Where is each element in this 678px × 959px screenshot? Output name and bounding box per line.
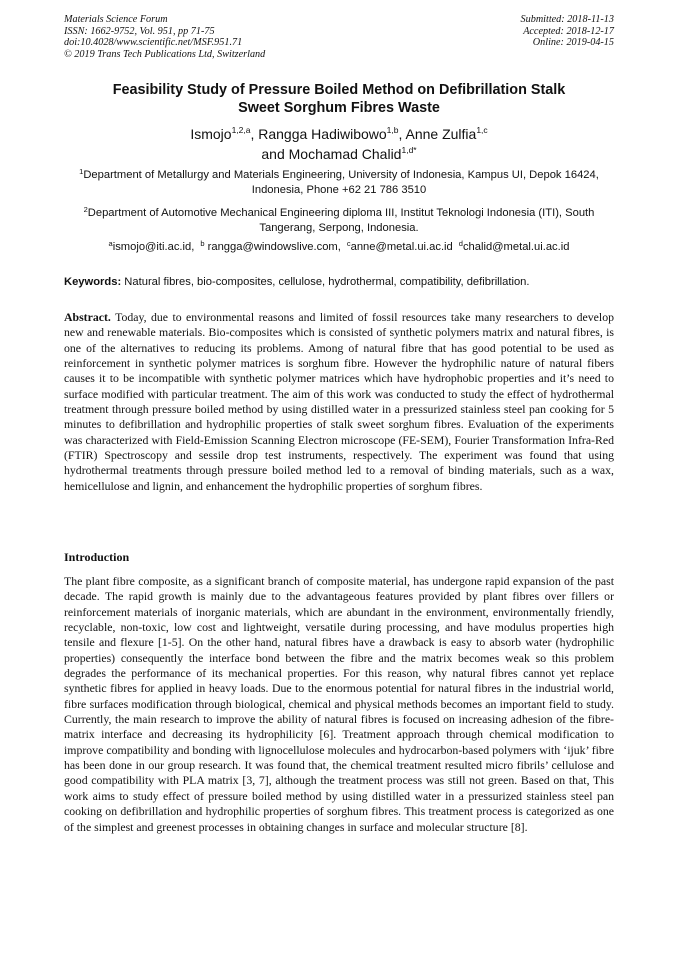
email-link[interactable]: chalid@metal.ui.ac.id — [462, 241, 570, 253]
author-line-2 — [64, 144, 614, 164]
author-line-1 — [64, 124, 614, 144]
email-mark: c — [346, 239, 351, 248]
affiliation-1 — [64, 168, 614, 198]
paper-title-line-2: Sweet Sorghum Fibres Waste — [238, 100, 440, 116]
author-emails — [64, 240, 614, 255]
abstract-label: Abstract. — [64, 310, 111, 324]
abstract-text: Today, due to environmental reasons and limited of fossil resources take many researchers to develop new and renewable materials. Bio-composites which is consisted of synthetic polymers matrix and natural fibres, is one of the alternatives to reducing its problems. Among of natural fibre that has good potential to be used as reinforcement in synthetic polymer matrices is sorghum fibre. However the hydrophilic nature of natural fibers causes it to be incompatible with synthetic polymer matrices which have hydrophobic properties and it’s need to surface modified with particular treatment. The aim of this work was conducted to study the effect of hydrothermal treatment through pressure boiled method by using distilled water in a pressurized stainless steel pan cooking for 5 minutes to defibrillation and hydrophilic properties of stalk sweet sorghum fibres. Evaluation of the experiments was characterized with Field-Emission Scanning Electron microscope (FE-SEM), Fourier Transformation Infra-Red (FTIR) Spectroscopy and sessile drop test instruments, respectively. The experiment was found that using hydrothermal treatments through pressure boiled method led to a removal of binding materials, such as a wax, hemicellulose and lignin, and enhancement the hydrophilic properties of sorghum fibres. — [64, 310, 614, 493]
paper-title — [64, 81, 614, 117]
author-affiliation-mark: 1,c — [476, 125, 488, 135]
paper-title-line-1: Feasibility Study of Pressure Boiled Method on Defibrillation Stalk — [112, 82, 566, 98]
publication-dates — [521, 14, 614, 49]
journal-doi: doi:10.4028/www.scientific.net/MSF.951.71 — [64, 37, 243, 49]
affiliation-number: 1 — [79, 167, 84, 176]
affiliation-text: Department of Automotive Mechanical Engineering diploma III, Institut Teknologi Indonesia (ITI), South Tangerang, Serpong, Indonesia. — [87, 207, 595, 234]
journal-issn: ISSN: 1662-9752, Vol. 951, pp 71-75 — [64, 25, 215, 37]
affiliation-text: Department of Metallurgy and Materials Engineering, University of Indonesia, Kampus UI, Depok 16424, Indonesia, Phone +62 21 786 3510 — [83, 169, 599, 196]
abstract — [64, 310, 614, 494]
section-heading-introduction: Introduction — [64, 550, 130, 564]
author-affiliation-mark: 1,2,a — [231, 125, 251, 135]
email-mark: d — [458, 239, 463, 248]
keywords-text: Natural fibres, bio-composites, cellulose, hydrothermal, compatibility, defibrillation. — [121, 276, 530, 288]
online-date: Online: 2019-04-15 — [532, 37, 614, 49]
author-name: , Rangga Hadiwibowo — [250, 126, 387, 142]
keywords — [64, 275, 614, 290]
email-link[interactable]: anne@metal.ui.ac.id — [350, 241, 453, 253]
journal-copyright: © 2019 Trans Tech Publications Ltd, Switzerland — [64, 48, 266, 60]
author-affiliation-mark: 1,d* — [401, 145, 417, 155]
author-name: , Anne Zulfia — [398, 126, 477, 142]
email-link[interactable]: ismojo@iti.ac.id, — [112, 241, 195, 253]
author-name: and Mochamad Chalid — [261, 146, 402, 162]
email-mark: b — [200, 239, 205, 248]
affiliation-2 — [64, 206, 614, 236]
email-mark: a — [108, 239, 113, 248]
keywords-label: Keywords: — [64, 276, 122, 288]
journal-name: Materials Science Forum — [64, 14, 168, 25]
journal-info — [64, 14, 265, 60]
email-link[interactable]: rangga@windowslive.com, — [204, 241, 341, 253]
introduction-paragraph: The plant fibre composite, as a significant branch of composite material, has undergone rapid expansion of the past decade. The rapid growth is mainly due to the advantageous features provided by plant fibres over fillers or reinforcement materials of inorganic materials, which are abundant in the environment, environmentally friendly, recyclable, non-toxic, low cost and lightweight, versatile during processing, and have modulus properties high tensile and flexure [1-5]. On the other hand, natural fibres have a drawback is easy to absorb water (hydrophilic properties) consequently the interface bond between the fibre and the matrix becomes weak so this problem degrades the performance of its mechanical properties. For this reason, why natural fibres cannot yet replace synthetic fibres for applied in heavy loads. Due to the enormous potential for natural fibres in the industrial world, fibre surfaces modification through biological, chemical and physical methods becomes an important field to study. Currently, the main research to improve the ability of natural fibres is focused on increasing adhesion of the fibre-matrix interface and decreasing its hydrophilicity [6]. Treatment approach through chemical modification to improve compatibility and bonding with lignocellulose molecules and hydrocarbon-based polymers with ‘ijuk’ fibre has been done in our group research. It was found that, the chemical treatment resulted micro fibrils’ cellulose and good compatibility with PLA matrix [3, 7], although the treatment process was still not green. Based on that, This work aims to study effect of pressure boiled method by using distilled water in a pressurized stainless steel pan cooking on defibrillation and hydrophilic properties of sorghum fibres. This treatment process is categorized as one of the simplest and greenest processes in obtaining changes in surface and molecular structure [8]. — [64, 574, 614, 834]
accepted-date: Accepted: 2018-12-17 — [523, 25, 614, 37]
submitted-date: Submitted: 2018-11-13 — [520, 14, 614, 25]
affiliation-number: 2 — [83, 205, 88, 214]
author-affiliation-mark: 1,b — [386, 125, 399, 135]
author-list — [64, 124, 614, 164]
author-name: Ismojo — [190, 126, 232, 142]
